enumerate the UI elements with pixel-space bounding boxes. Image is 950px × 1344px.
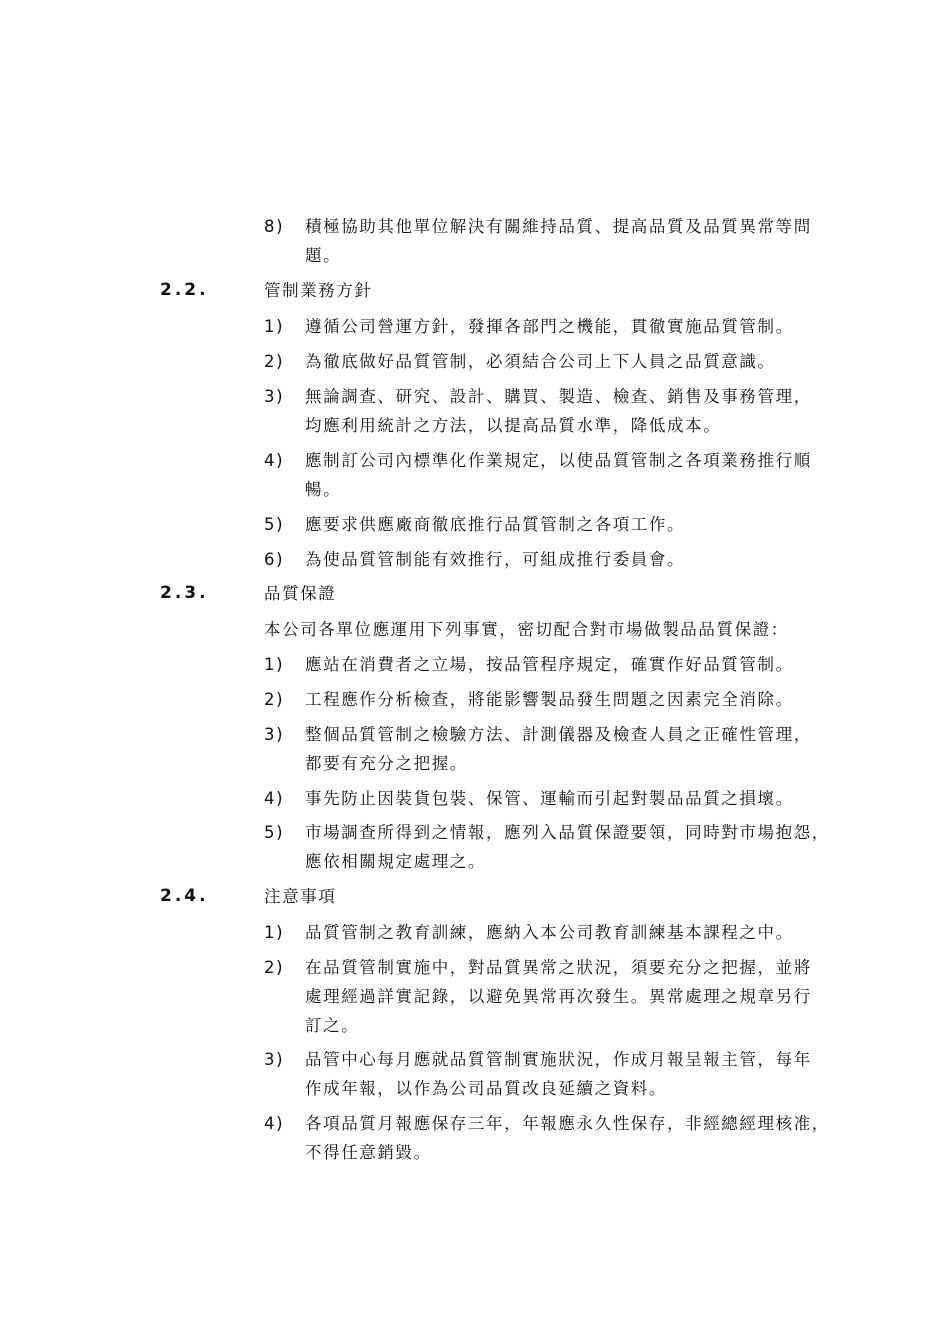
section-number: 2.3.: [160, 583, 209, 603]
item-text: 均應利用統計之方法，以提高品質水準，降低成本。: [305, 416, 722, 435]
item-text: 應制訂公司內標準化作業規定，以使品質管制之各項業務推行順: [305, 451, 812, 470]
item-text: 品質管制之教育訓練，應納入本公司教育訓練基本課程之中。: [305, 923, 794, 942]
item-text: 為徹底做好品質管制，必須結合公司上下人員之品質意識。: [305, 352, 776, 371]
section-title: 品質保證: [264, 584, 337, 603]
item-number: 5): [264, 823, 285, 842]
item-number: 6): [264, 550, 285, 569]
item-text: 題。: [305, 246, 342, 265]
item-text: 為使品質管制能有效推行，可組成推行委員會。: [305, 550, 686, 569]
item-text: 市場調查所得到之情報，應列入品質保證要領，同時對市場抱怨，: [305, 823, 830, 842]
item-text: 整個品質管制之檢驗方法、計測儀器及檢查人員之正確性管理，: [305, 725, 812, 744]
section-title: 管制業務方針: [264, 281, 373, 300]
item-text: 處理經過詳實記錄，以避免異常再次發生。異常處理之規章另行: [305, 987, 812, 1006]
item-text: 工程應作分析檢查，將能影響製品發生問題之因素完全消除。: [305, 690, 794, 709]
item-text: 應站在消費者之立場，按品管程序規定，確實作好品質管制。: [305, 655, 794, 674]
item-number: 5): [264, 515, 285, 534]
item-text: 積極協助其他單位解決有關維持品質、提高品質及品質異常等問: [305, 217, 812, 236]
item-number: 4): [264, 1114, 285, 1133]
item-text: 品管中心每月應就品質管制實施狀況，作成月報呈報主管，每年: [305, 1050, 812, 1069]
item-number: 4): [264, 451, 285, 470]
item-text: 各項品質月報應保存三年，年報應永久性保存，非經總經理核准，: [305, 1114, 830, 1133]
item-text: 事先防止因裝貨包裝、保管、運輸而引起對製品品質之損壞。: [305, 789, 794, 808]
item-text: 在品質管制實施中，對品質異常之狀況，須要充分之把握，並將: [305, 958, 812, 977]
item-text: 無論調查、研究、設計、購買、製造、檢查、銷售及事務管理，: [305, 387, 812, 406]
item-text: 應要求供應廠商徹底推行品質管制之各項工作。: [305, 515, 686, 534]
section-number: 2.4.: [160, 886, 209, 906]
section-title: 注意事項: [264, 887, 337, 906]
item-number: 1): [264, 317, 285, 336]
section-number: 2.2.: [160, 280, 209, 300]
item-text: 作成年報，以作為公司品質改良延續之資料。: [305, 1079, 667, 1098]
item-text: 應依相關規定處理之。: [305, 852, 486, 871]
item-number: 1): [264, 655, 285, 674]
item-text: 都要有充分之把握。: [305, 754, 468, 773]
intro-text: 本公司各單位應運用下列事實，密切配合對市場做製品品質保證：: [264, 620, 789, 639]
item-number: 2): [264, 958, 285, 977]
item-text: 訂之。: [305, 1016, 360, 1035]
item-number: 3): [264, 725, 285, 744]
item-number: 8): [264, 217, 285, 236]
item-number: 4): [264, 789, 285, 808]
item-number: 3): [264, 1050, 285, 1069]
item-number: 2): [264, 690, 285, 709]
item-text: 暢。: [305, 480, 342, 499]
item-number: 1): [264, 923, 285, 942]
item-text: 遵循公司營運方針，發揮各部門之機能，貫徹實施品質管制。: [305, 317, 794, 336]
item-number: 2): [264, 352, 285, 371]
item-number: 3): [264, 387, 285, 406]
item-text: 不得任意銷毀。: [305, 1143, 432, 1162]
